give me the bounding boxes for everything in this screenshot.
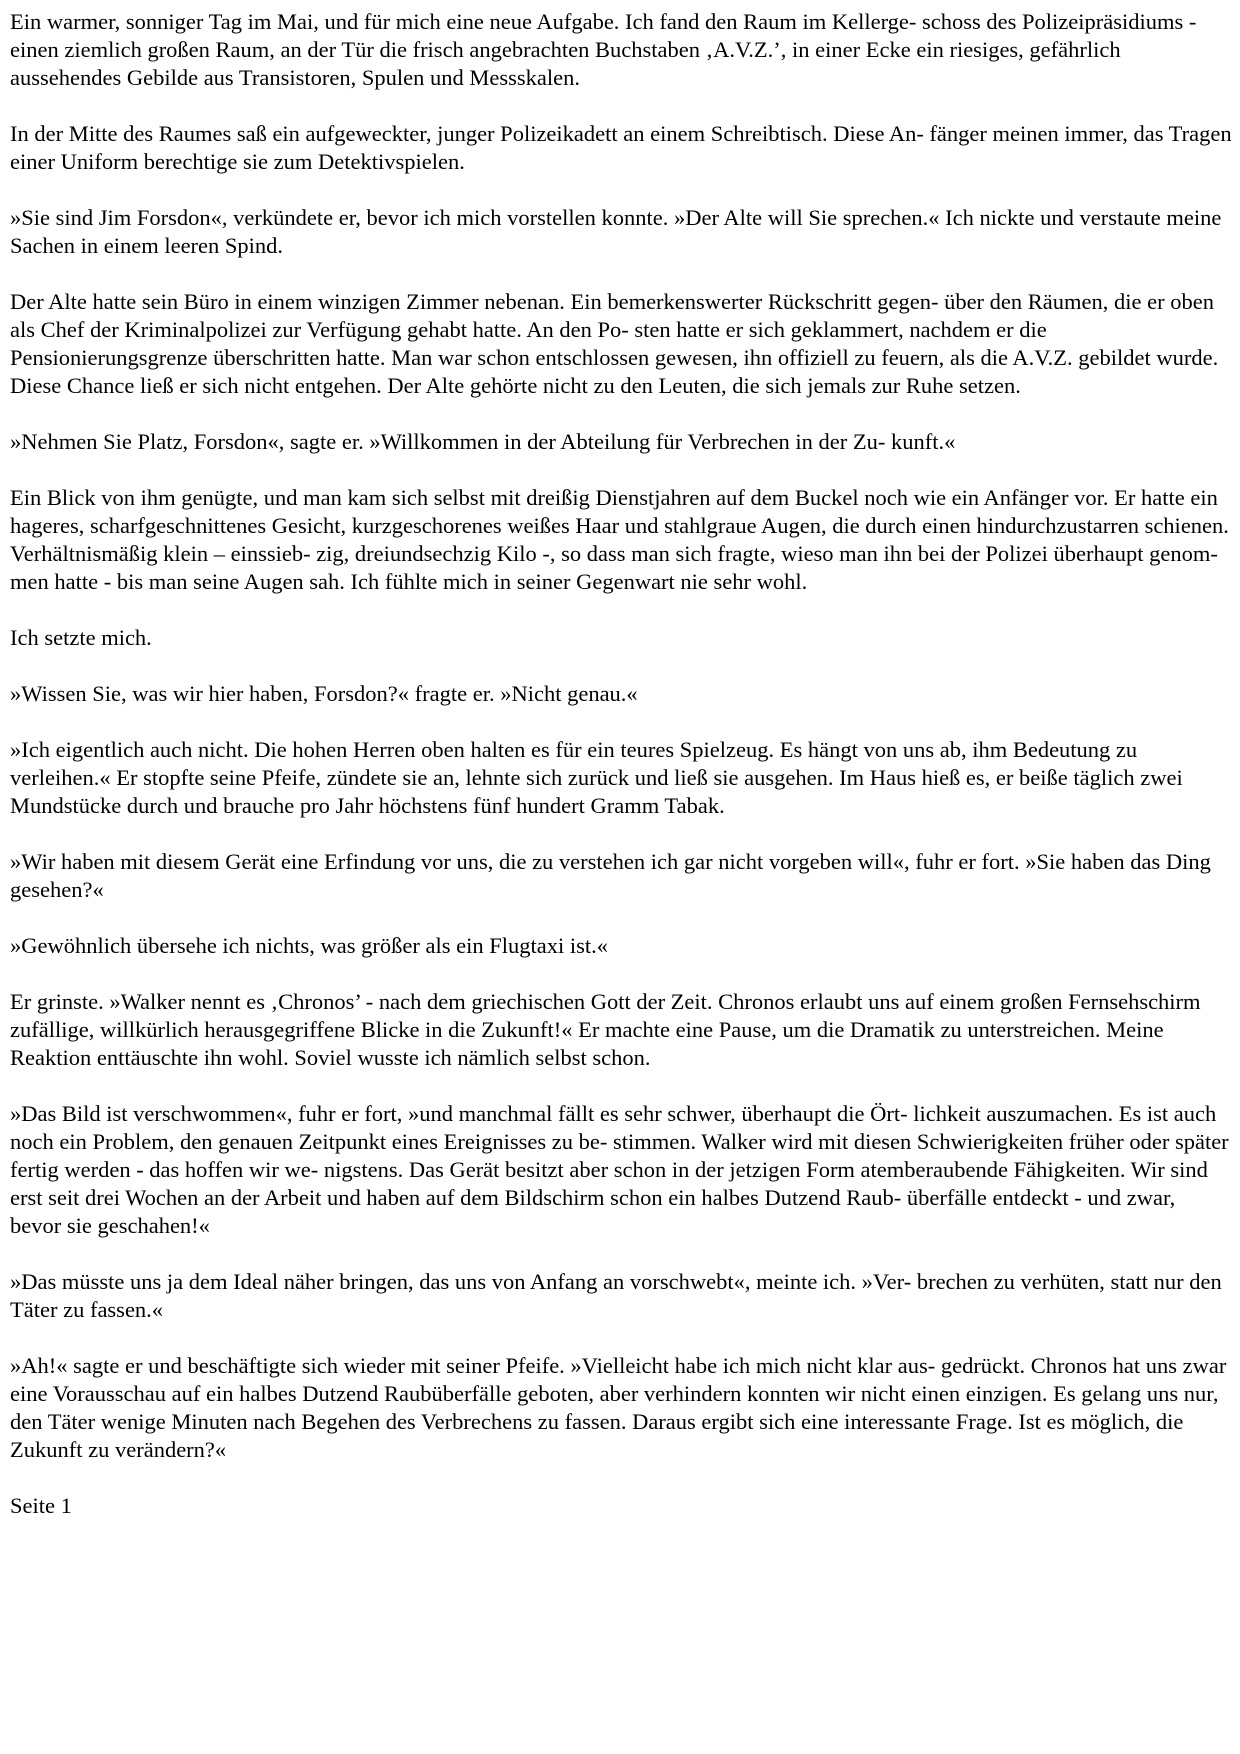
paragraph: »Nehmen Sie Platz, Forsdon«, sagte er. »Willkommen in der Abteilung für Verbrechen in der Zu- kunft.« [10, 429, 956, 454]
paragraph: »Gewöhnlich übersehe ich nichts, was größer als ein Flugtaxi ist.« [10, 933, 608, 958]
paragraph: »Das müsste uns ja dem Ideal näher bringen, das uns von Anfang an vorschwebt«, meinte ich. »Ver- brechen zu verhüten, statt nur den Täter zu fassen.« [10, 1269, 1222, 1322]
paragraph: »Ah!« sagte er und beschäftigte sich wieder mit seiner Pfeife. »Vielleicht habe ich mich nicht klar aus- gedrückt. Chronos hat uns zwar eine Vorausschau auf ein halbes Dutzend Raubüberfälle geboten, aber verhindern konnten wir nicht einen einzigen. Es gelang uns nur, den Täter wenige Minuten nach Begehen des Verbrechens zu fassen. Daraus ergibt sich eine interessante Frage. Ist es möglich, die Zukunft zu verändern?« [10, 1353, 1227, 1462]
paragraph: Der Alte hatte sein Büro in einem winzigen Zimmer nebenan. Ein bemerkenswerter Rückschritt gegen- über den Räumen, die er oben als Chef der Kriminalpolizei zur Verfügung gehabt hatte. An den Po- sten hatte er sich geklammert, nachdem er die Pensionierungsgrenze überschritten hatte. Man war schon entschlossen gewesen, ihn offiziell zu feuern, als die A.V.Z. gebildet wurde. Diese Chance ließ er sich nicht entgehen. Der Alte gehörte nicht zu den Leuten, die sich jemals zur Ruhe setzen. [10, 289, 1219, 398]
paragraph: »Wir haben mit diesem Gerät eine Erfindung vor uns, die zu verstehen ich gar nicht vorgeben will«, fuhr er fort. »Sie haben das Ding gesehen?« [10, 849, 1211, 902]
paragraph: »Das Bild ist verschwommen«, fuhr er fort, »und manchmal fällt es sehr schwer, überhaupt die Ört- lichkeit auszumachen. Es ist auch noch ein Problem, den genauen Zeitpunkt eines Ereignisses zu be- stimmen. Walker wird mit diesen Schwierigkeiten früher oder später fertig werden - das hoffen wir we- nigstens. Das Gerät besitzt aber schon in der jetzigen Form atemberaubende Fähigkeiten. Wir sind erst seit drei Wochen an der Arbeit und haben auf dem Bildschirm schon ein halbes Dutzend Raub- überfälle entdeckt - und zwar, bevor sie geschahen!« [10, 1101, 1229, 1238]
paragraph: »Sie sind Jim Forsdon«, verkündete er, bevor ich mich vorstellen konnte. »Der Alte will Sie sprechen.« Ich nickte und verstaute meine Sachen in einem leeren Spind. [10, 205, 1222, 258]
page-number: Seite 1 [10, 1493, 72, 1518]
paragraph: Ein warmer, sonniger Tag im Mai, und für mich eine neue Aufgabe. Ich fand den Raum im Kellerge- schoss des Polizeipräsidiums - einen ziemlich großen Raum, an der Tür die frisch angebrachten Buchstaben ‚A.V.Z.’, in einer Ecke ein riesiges, gefährlich aussehendes Gebilde aus Transistoren, Spulen und Messskalen. [10, 9, 1197, 90]
paragraph: »Ich eigentlich auch nicht. Die hohen Herren oben halten es für ein teures Spielzeug. Es hängt von uns ab, ihm Bedeutung zu verleihen.« Er stopfte seine Pfeife, zündete sie an, lehnte sich zurück und ließ sie ausgehen. Im Haus hieß es, er beiße täglich zwei Mundstücke durch und brauche pro Jahr höchstens fünf hundert Gramm Tabak. [10, 737, 1183, 818]
paragraph: »Wissen Sie, was wir hier haben, Forsdon?« fragte er. »Nicht genau.« [10, 681, 638, 706]
paragraph: Ich setzte mich. [10, 625, 152, 650]
paragraph: In der Mitte des Raumes saß ein aufgeweckter, junger Polizeikadett an einem Schreibtisch. Diese An- fänger meinen immer, das Tragen einer Uniform berechtige sie zum Detektivspielen. [10, 121, 1232, 174]
paragraph: Er grinste. »Walker nennt es ‚Chronos’ - nach dem griechischen Gott der Zeit. Chronos erlaubt uns auf einem großen Fernsehschirm zufällige, willkürlich herausgegriffene Blicke in die Zukunft!« Er machte eine Pause, um die Dramatik zu unterstreichen. Meine Reaktion enttäuschte ihn wohl. Soviel wusste ich nämlich selbst schon. [10, 989, 1201, 1070]
paragraph-container [10, 8, 1232, 1464]
paragraph: Ein Blick von ihm genügte, und man kam sich selbst mit dreißig Dienstjahren auf dem Buckel noch wie ein Anfänger vor. Er hatte ein hageres, scharfgeschnittenes Gesicht, kurzgeschorenes weißes Haar und stahlgraue Augen, die durch einen hindurchzustarren schienen. Verhältnismäßig klein – einssieb- zig, dreiundsechzig Kilo -, so dass man sich fragte, wieso man ihn bei der Polizei überhaupt genom- men hatte - bis man seine Augen sah. Ich fühlte mich in seiner Gegenwart nie sehr wohl. [10, 485, 1229, 594]
